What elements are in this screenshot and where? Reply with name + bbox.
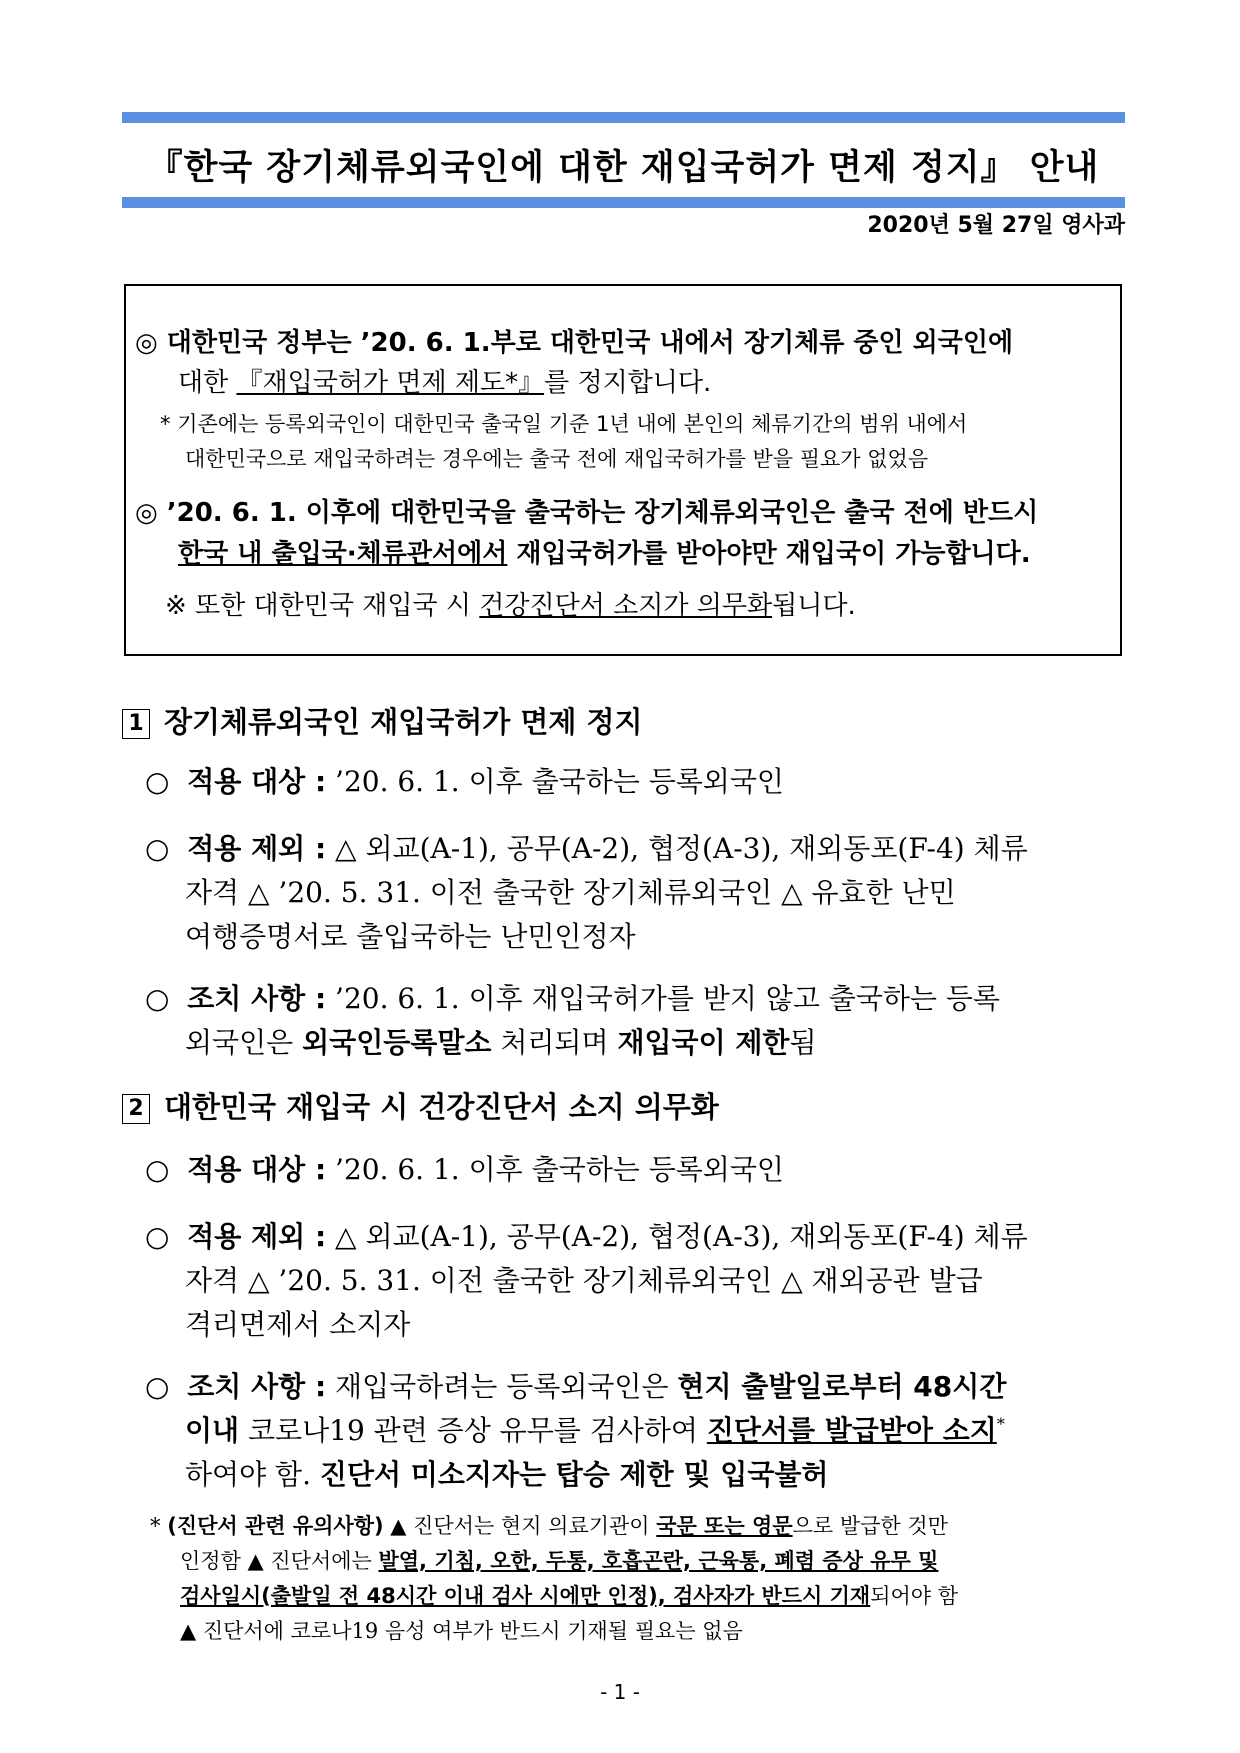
notice-p3: ※ 또한 대한민국 재입국 시 건강진단서 소지가 의무화됩니다.	[165, 591, 856, 621]
health-cert-note-line1: * (진단서 관련 유의사항) ▲ 진단서는 현지 의료기관이 국문 또는 영문으로 발급한 것만	[150, 1514, 948, 1538]
header-top-bar	[122, 112, 1125, 123]
notice-footnote-line1: * 기존에는 등록외국인이 대한민국 출국일 기준 1년 내에 본인의 체류기간의 범위 내에서	[160, 412, 968, 436]
section2-number: 2	[122, 1094, 150, 1124]
page-title: 『한국 장기체류외국인에 대한 재입국허가 면제 정지』 안내	[147, 148, 1100, 188]
notice-p2-line1: ◎ ’20. 6. 1. 이후에 대한민국을 출국하는 장기체류외국인은 출국 전에 반드시	[135, 498, 1039, 528]
page-number: - 1 -	[600, 1680, 640, 1704]
notice-p2-line2: 한국 내 출입국·체류관서에서 재입국허가를 받아야만 재입국이 가능합니다.	[178, 539, 1031, 569]
section1-heading: 1 장기체류외국인 재입국허가 면제 정지	[122, 700, 643, 741]
section2-heading: 2 대한민국 재입국 시 건강진단서 소지 의무화	[122, 1085, 719, 1126]
notice-p1-line2: 대한 『재입국허가 면제 제도*』를 정지합니다.	[178, 368, 712, 398]
health-cert-note-line2: 인정함 ▲ 진단서에는 발열, 기침, 오한, 두통, 호흡곤란, 근육통, 폐렴 증상 유무 및	[180, 1549, 939, 1573]
header-bottom-bar	[122, 197, 1125, 208]
health-cert-note-line4: ▲ 진단서에 코로나19 음성 여부가 반드시 기재될 필요는 없음	[180, 1619, 743, 1643]
section1-number: 1	[122, 709, 150, 739]
issue-date: 2020년 5월 27일 영사과	[867, 213, 1125, 238]
notice-footnote-line2: 대한민국으로 재입국하려는 경우에는 출국 전에 재입국허가를 받을 필요가 없었음	[185, 447, 929, 471]
notice-p1-line1: ◎ 대한민국 정부는 ’20. 6. 1.부로 대한민국 내에서 장기체류 중인 외국인에	[135, 328, 1014, 358]
health-cert-note-line3: 검사일시(출발일 전 48시간 이내 검사 시에만 인정), 검사자가 반드시 기재되어야 함	[180, 1584, 959, 1608]
